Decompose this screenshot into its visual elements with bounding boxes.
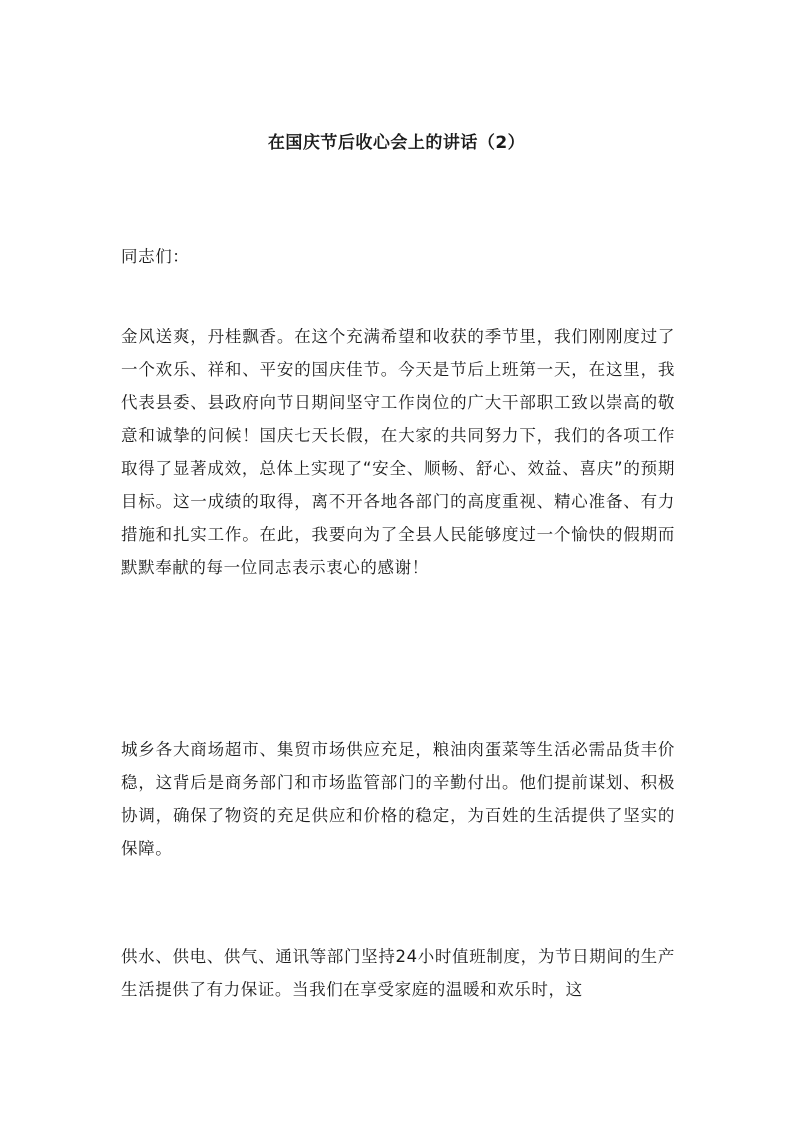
- paragraph: 供水、供电、供气、通讯等部门坚持24小时值班制度，为节日期间的生产生活提供了有力保证。当我们在享受家庭的温暖和欢乐时，这: [121, 947, 675, 999]
- paragraph: 城乡各大商场超市、集贸市场供应充足，粮油肉蛋菜等生活必需品货丰价稳，这背后是商务部门和市场监管部门的辛勤付出。他们提前谋划、积极协调，确保了物资的充足供应和价格的稳定，为百姓的生活提供了坚实的保障。: [121, 740, 675, 858]
- salutation: 同志们：: [121, 247, 190, 266]
- paragraph: 金风送爽，丹桂飘香。在这个充满希望和收获的季节里，我们刚刚度过了一个欢乐、祥和、平安的国庆佳节。今天是节后上班第一天，在这里，我代表县委、县政府向节日期间坚守工作岗位的广大干部职工致以崇高的敬意和诚挚的问候！国庆七天长假，在大家的共同努力下，我们的各项工作取得了显著成效，总体上实现了“安全、顺畅、舒心、效益、喜庆”的预期目标。这一成绩的取得，离不开各地各部门的高度重视、精心准备、有力措施和扎实工作。在此，我要向为了全县人民能够度过一个愉快的假期而默默奉献的每一位同志表示衷心的感谢！: [121, 327, 675, 577]
- document-title: 在国庆节后收心会上的讲话（2）: [267, 133, 526, 153]
